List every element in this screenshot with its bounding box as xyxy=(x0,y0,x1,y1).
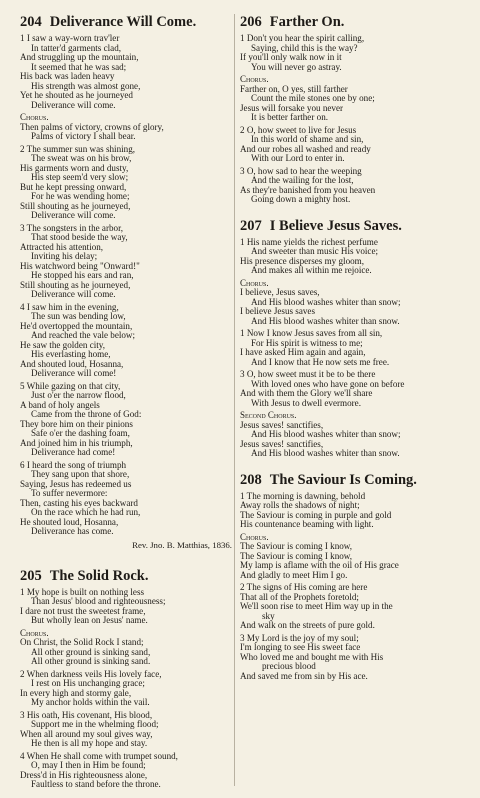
verse-line: On Christ, the Solid Rock I stand; xyxy=(20,637,144,647)
verse-line: Deliverance had come! xyxy=(31,447,116,457)
hymn-block xyxy=(240,472,468,682)
verse-line: My lamp is aflame with the oil of His grace xyxy=(240,560,399,570)
chorus xyxy=(240,533,468,581)
hymn-attribution: Rev. Jno. B. Matthias, 1836. xyxy=(132,539,232,550)
verse-line: Saying, child this is the way? xyxy=(251,42,358,53)
verse-line: It is better farther on. xyxy=(251,112,329,122)
verse-line: Attracted his attention, xyxy=(20,241,104,252)
chorus xyxy=(240,75,468,123)
verse-line: 1 Now I know Jesus saves from all sin, xyxy=(240,328,383,338)
verse-line: Who loved me and bought me with His xyxy=(240,651,384,662)
verse-line: 3 My Lord is the joy of my soul; xyxy=(240,632,359,643)
stanza xyxy=(20,711,232,749)
verse-line: Jesus will forsake you never xyxy=(240,102,344,113)
verse-line: sky xyxy=(262,610,275,621)
verse-line: And I know that He now sets me free. xyxy=(251,356,390,367)
verse-line: Still shouting as he journeyed, xyxy=(20,279,131,290)
verse-line: The Saviour is coming I know, xyxy=(240,550,353,561)
stanza xyxy=(20,34,232,110)
verse-line: I'm longing to see His sweet face xyxy=(240,642,361,652)
chorus-label: Chorus. xyxy=(20,627,49,638)
hymn-title-text: The Solid Rock. xyxy=(49,567,149,584)
hymn-title-text: Farther On. xyxy=(269,14,345,30)
hymn-title xyxy=(20,14,232,30)
verse-line: Safe o'er the dashing foam, xyxy=(31,428,130,438)
stanza xyxy=(240,329,468,367)
stanza xyxy=(20,670,232,708)
verse-line: 1 I saw a way-worn trav'ler xyxy=(20,33,120,43)
verse-line: 6 I heard the song of triumph xyxy=(20,459,127,470)
verse-line: 2 The summer sun was shining, xyxy=(20,143,136,154)
verse-line: It seemed that he was sad; xyxy=(31,61,127,72)
verse-line: In this world of shame and sin, xyxy=(251,134,364,144)
verse-line: Jesus saves! sanctifies, xyxy=(240,438,324,449)
stanza xyxy=(240,167,468,205)
verse-line: And His blood washes whiter than snow; xyxy=(251,429,401,439)
verse-line: Yet he shouted as he journeyed xyxy=(20,90,133,100)
stanza xyxy=(240,634,468,682)
hymn-block xyxy=(240,218,468,459)
verse-line: Then, casting his eyes backward xyxy=(20,497,138,508)
verse-line: He then is all my hope and stay. xyxy=(31,738,148,748)
verse-line: I rest on His unchanging grace; xyxy=(31,678,145,688)
verse-line: I believe Jesus saves xyxy=(240,306,316,316)
verse-line: 4 I saw him in the evening, xyxy=(20,301,119,312)
verse-line: All other ground is sinking sand. xyxy=(31,656,151,666)
verse-line: 1 The morning is dawning, behold xyxy=(240,490,366,501)
verse-line: In every high and stormy gale, xyxy=(20,687,132,698)
verse-line: With Jesus to dwell evermore. xyxy=(251,397,361,408)
hymn-title-text: Deliverance Will Come. xyxy=(49,14,197,30)
verse-line: For he was wending home; xyxy=(31,191,130,201)
verse-line: In tatter'd garments clad, xyxy=(31,42,122,53)
verse-line: Faultless to stand before the throne. xyxy=(31,779,161,789)
verse-line: 5 While gazing on that city, xyxy=(20,380,121,391)
verse-line: And His blood washes whiter than snow. xyxy=(251,315,400,326)
hymn-title xyxy=(240,472,468,488)
verse-line: They sang upon that shore, xyxy=(31,469,130,479)
verse-line: Deliverance has come. xyxy=(31,526,114,536)
verse-line: Deliverance will come! xyxy=(31,368,117,378)
verse-line: Count the mile stones one by one; xyxy=(251,93,375,103)
verse-line: As they're banished from you heaven xyxy=(240,184,376,195)
left-column xyxy=(20,14,232,793)
hymn-title xyxy=(240,218,468,234)
verse-line: And struggling up the mountain, xyxy=(20,52,139,62)
verse-line: Deliverance will come. xyxy=(31,210,116,220)
verse-line: But wholly lean on Jesus' name. xyxy=(31,615,148,625)
verse-line: 1 His name yields the richest perfume xyxy=(240,236,378,247)
stanza xyxy=(240,126,468,164)
right-column xyxy=(240,14,468,684)
chorus-label: Chorus. xyxy=(240,277,269,288)
verse-line: Deliverance will come. xyxy=(31,99,116,110)
hymn-block xyxy=(20,14,232,550)
verse-line: To suffer nevermore: xyxy=(31,488,108,498)
verse-line: Came from the throne of God: xyxy=(31,409,142,419)
stanza xyxy=(20,588,232,626)
chorus-label: Chorus. xyxy=(240,531,269,542)
stanza xyxy=(240,583,468,631)
hymn-title-text: I Believe Jesus Saves. xyxy=(269,217,402,234)
verse-line: Farther on, O yes, still farther xyxy=(240,83,348,94)
verse-line: 3 The songsters in the arbor, xyxy=(20,222,124,233)
verse-line: You will never go astray. xyxy=(251,61,342,72)
verse-line: And sweeter than music His voice; xyxy=(251,246,379,256)
verse-line: He'd overtopped the mountain, xyxy=(20,320,133,331)
verse-line: 3 His oath, His covenant, His blood, xyxy=(20,709,153,720)
stanza xyxy=(240,370,468,408)
verse-line: His strength was almost gone, xyxy=(31,80,141,91)
stanza xyxy=(20,303,232,379)
verse-line: And reached the vale below; xyxy=(31,330,136,340)
verse-line: His everlasting home, xyxy=(31,349,111,359)
column-divider xyxy=(234,14,235,786)
verse-line: Than Jesus' blood and righteousness; xyxy=(31,596,166,606)
hymn-gap xyxy=(240,208,468,218)
verse-line: Support me in the whelming flood; xyxy=(31,719,159,729)
verse-line: His countenance beaming with light. xyxy=(240,519,374,529)
verse-line: The Saviour is coming I know, xyxy=(240,541,353,551)
verse-line: And His blood washes whiter than snow. xyxy=(251,448,400,458)
verse-line: The Saviour is coming in purple and gold xyxy=(240,509,392,520)
verse-line: Then palms of victory, crowns of glory, xyxy=(20,121,164,132)
verse-line: And the wailing for the lost, xyxy=(251,175,354,185)
verse-line: A band of holy angels xyxy=(20,399,100,410)
verse-line: We'll soon rise to meet Him way up in the xyxy=(240,601,393,611)
verse-line: And makes all within me rejoice. xyxy=(251,265,372,275)
verse-line: He stopped his ears and ran, xyxy=(31,270,134,280)
verse-line: Away rolls the shadows of night; xyxy=(240,500,360,510)
chorus xyxy=(240,411,468,459)
hymn-gap xyxy=(240,462,468,472)
verse-line: And His blood washes whiter than snow; xyxy=(251,296,401,307)
verse-line: He shouted loud, Hosanna, xyxy=(20,516,119,527)
verse-line: And gladly to meet Him I go. xyxy=(240,569,348,580)
verse-line: The sweat was on his brow, xyxy=(31,153,132,163)
hymn-number: 205 xyxy=(20,567,42,584)
hymn-block xyxy=(240,14,468,205)
stanza xyxy=(20,461,232,537)
verse-line: O, may I then in Him be found; xyxy=(31,760,146,770)
verse-line: 3 O, how sad to hear the weeping xyxy=(240,165,362,176)
verse-line: 1 Don't you hear the spirit calling, xyxy=(240,33,365,43)
chorus xyxy=(240,279,468,327)
verse-line: And with them the Glory we'll share xyxy=(240,388,373,398)
hymn-title-text: The Saviour Is Coming. xyxy=(269,471,417,488)
verse-line: Palms of victory I shall bear. xyxy=(31,131,136,141)
verse-line: And our robes all washed and ready xyxy=(240,143,371,154)
verse-line: And joined him in his triumph, xyxy=(20,437,133,448)
verse-line: If you'll only walk now in it xyxy=(240,52,342,62)
verse-line: Jesus saves! sanctifies, xyxy=(240,419,324,430)
verse-line: I dare not trust the sweetest frame, xyxy=(20,605,146,616)
verse-line: The sun was bending low, xyxy=(31,311,126,321)
hymn-title xyxy=(20,568,232,584)
chorus xyxy=(20,113,232,142)
hymn-gap xyxy=(20,558,232,568)
verse-line: 2 The signs of His coming are here xyxy=(240,582,368,592)
hymn-block xyxy=(20,568,232,790)
verse-line: precious blood xyxy=(262,661,316,671)
verse-line: Just o'er the narrow flood, xyxy=(31,390,126,400)
verse-line: With our Lord to enter in. xyxy=(251,153,345,163)
verse-line: 3 O, how sweet must it be to be there xyxy=(240,369,376,379)
verse-line: I have asked Him again and again, xyxy=(240,347,366,357)
hymn-title xyxy=(240,14,468,30)
chorus-label: Chorus. xyxy=(20,112,49,122)
hymn-number: 204 xyxy=(20,14,42,30)
hymn-number: 206 xyxy=(240,14,262,30)
verse-line: 4 When He shall come with trumpet sound, xyxy=(20,750,178,761)
verse-line: Going down a mighty host. xyxy=(251,194,351,204)
stanza xyxy=(20,145,232,221)
verse-line: But he kept pressing onward, xyxy=(20,181,127,192)
verse-line: 1 My hope is built on nothing less xyxy=(20,586,145,597)
verse-line: His watchword being "Onward!" xyxy=(20,260,140,271)
hymn-number: 207 xyxy=(240,217,262,234)
verse-line: And saved me from sin by His ace. xyxy=(240,670,368,681)
chorus-label: Chorus. xyxy=(240,74,269,84)
verse-line: For His spirit is witness to me; xyxy=(251,337,363,348)
stanza xyxy=(240,34,468,72)
verse-line: My anchor holds within the vail. xyxy=(31,697,150,707)
verse-line: And walk on the streets of pure gold. xyxy=(240,620,375,630)
hymn-number: 208 xyxy=(240,471,262,488)
verse-line: His garments worn and dusty, xyxy=(20,162,129,173)
stanza xyxy=(20,752,232,790)
verse-line: 2 When darkness veils His lovely face, xyxy=(20,668,162,679)
verse-line: 2 O, how sweet to live for Jesus xyxy=(240,124,357,135)
stanza xyxy=(20,224,232,300)
verse-line: And shouted loud, Hosanna, xyxy=(20,358,124,369)
verse-line: All other ground is sinking sand, xyxy=(31,646,151,657)
verse-line: He saw the golden city, xyxy=(20,339,106,350)
verse-line: His presence disperses my gloom, xyxy=(240,255,365,266)
verse-line: I believe, Jesus saves, xyxy=(240,287,320,297)
verse-line: Still shouting as he journeyed, xyxy=(20,200,131,211)
stanza xyxy=(240,492,468,530)
verse-line: With loved ones who have gone on before xyxy=(251,378,405,389)
chorus-label: Second Chorus. xyxy=(240,410,297,420)
verse-line: His back was laden heavy xyxy=(20,71,115,81)
stanza xyxy=(20,382,232,458)
verse-line: They bore him on their pinions xyxy=(20,418,133,429)
verse-line: Deliverance will come. xyxy=(31,289,116,299)
chorus xyxy=(20,629,232,667)
verse-line: When all around my soul gives way, xyxy=(20,728,153,739)
verse-line: That stood beside the way, xyxy=(31,232,128,242)
stanza xyxy=(240,238,468,276)
verse-line: Saying, Jesus has redeemed us xyxy=(20,478,132,489)
verse-line: Dress'd in His righteousness alone, xyxy=(20,769,148,780)
verse-line: His step seem'd very slow; xyxy=(31,172,129,182)
verse-line: On the race which he had run, xyxy=(31,507,141,517)
verse-line: That all of the Prophets foretold; xyxy=(240,591,359,602)
verse-line: Inviting his delay; xyxy=(31,251,98,261)
